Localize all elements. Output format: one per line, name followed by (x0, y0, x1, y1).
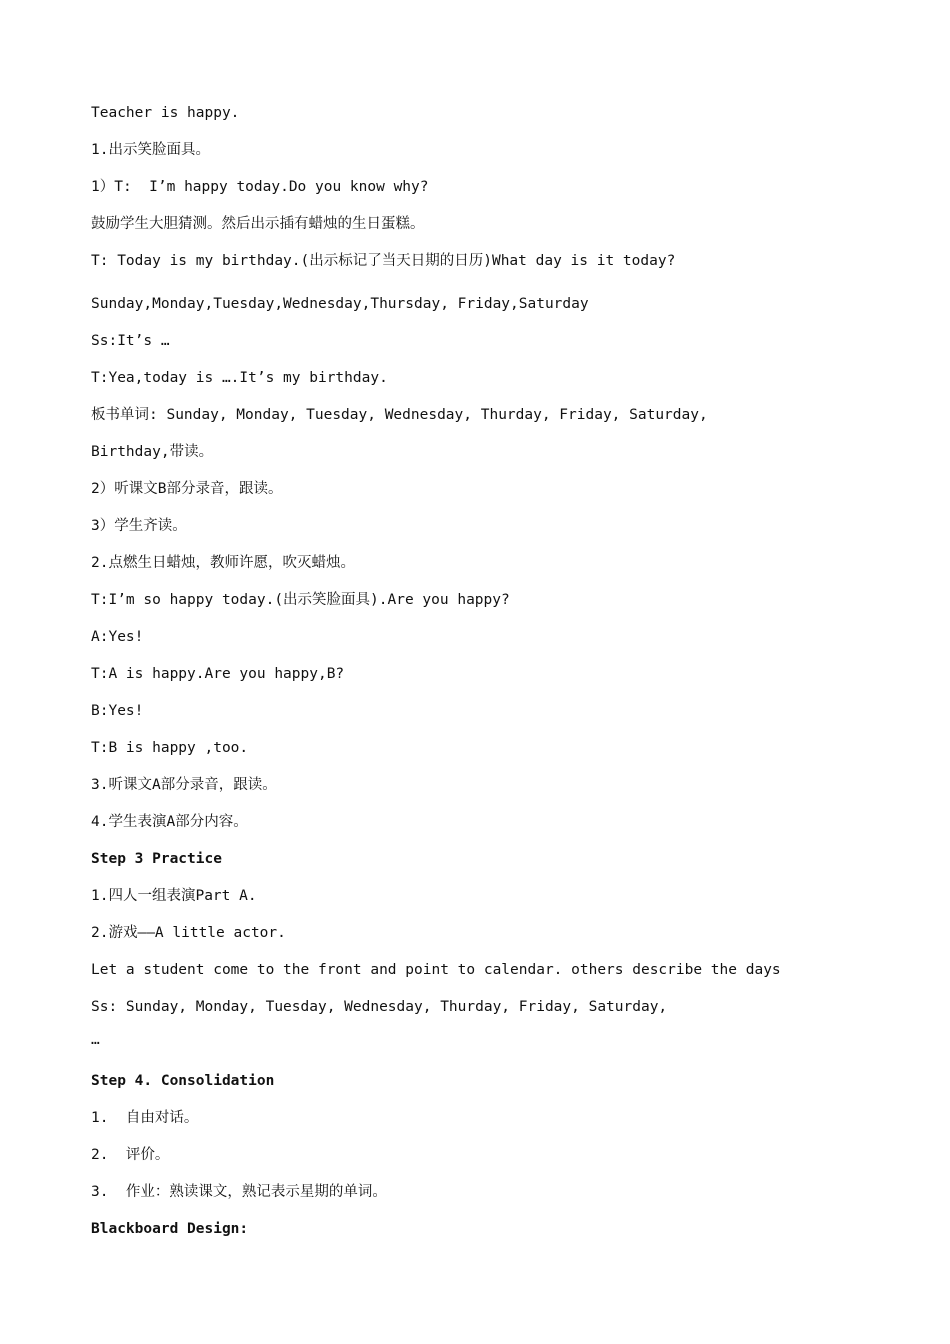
text-line: 1.出示笑脸面具。 (91, 142, 210, 158)
text-line: Ss: Sunday, Monday, Tuesday, Wednesday, Thurday, Friday, Saturday, (91, 999, 668, 1015)
text-line: T:A is happy.Are you happy,B? (91, 666, 345, 682)
section-heading: Step 4. Consolidation (91, 1073, 275, 1089)
text-line: 3）学生齐读。 (91, 518, 187, 534)
text-line: 2.点燃生日蜡烛，教师许愿，吹灭蜡烛。 (91, 555, 355, 571)
text-line: 3. 作业：熟读课文，熟记表示星期的单词。 (91, 1184, 387, 1200)
text-line: 板书单词: Sunday, Monday, Tuesday, Wednesday, Thurday, Friday, Saturday, (91, 407, 708, 423)
text-line: Ss:It’s … (91, 333, 170, 349)
text-line: 4.学生表演A部分内容。 (91, 814, 248, 830)
text-line: 2. 评价。 (91, 1147, 170, 1163)
text-line: Let a student come to the front and point to calendar. others describe the days (91, 962, 781, 978)
text-line: 1.四人一组表演Part A. (91, 888, 257, 904)
text-line: 鼓励学生大胆猜测。然后出示插有蜡烛的生日蛋糕。 (91, 216, 425, 232)
section-heading: Step 3 Practice (91, 851, 222, 867)
section-heading: Blackboard Design: (91, 1221, 249, 1237)
text-line: 1）T: I’m happy today.Do you know why? (91, 179, 429, 195)
text-line: T:I’m so happy today.(出示笑脸面具).Are you happy? (91, 592, 510, 608)
text-line: 2）听课文B部分录音，跟读。 (91, 481, 283, 497)
text-line: 3.听课文A部分录音，跟读。 (91, 777, 277, 793)
text-line: 2.游戏——A little actor. (91, 925, 286, 941)
text-line: T:B is happy ,too. (91, 740, 249, 756)
text-line: Teacher is happy. (91, 105, 240, 121)
text-line: Sunday,Monday,Tuesday,Wednesday,Thursday, Friday,Saturday (91, 296, 589, 312)
text-line: … (91, 1032, 100, 1048)
text-line: B:Yes! (91, 703, 144, 719)
text-line: Birthday,带读。 (91, 444, 214, 460)
text-line: T: Today is my birthday.(出示标记了当天日期的日历)What day is it today? (91, 253, 676, 269)
text-line: T:Yea,today is ….It’s my birthday. (91, 370, 388, 386)
text-line: 1. 自由对话。 (91, 1110, 199, 1126)
text-line: A:Yes! (91, 629, 144, 645)
